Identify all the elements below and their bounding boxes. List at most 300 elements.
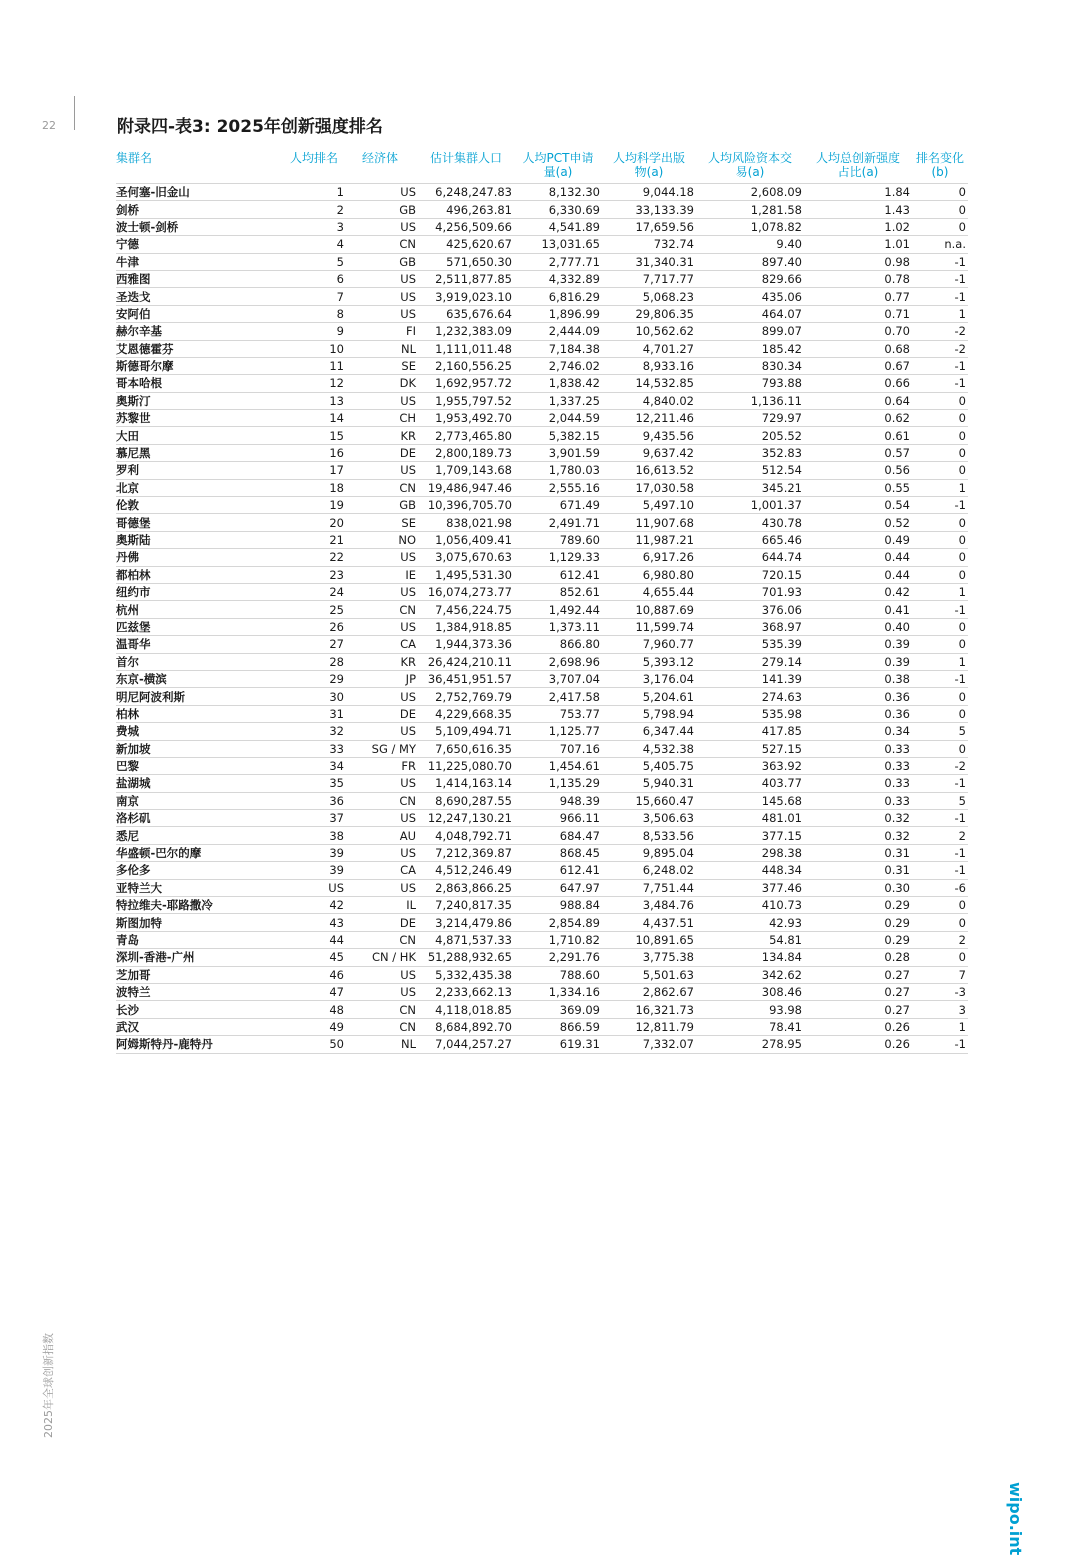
cell-intensity-share: 1.02 [804,218,912,235]
table-row [116,410,968,427]
cell-venture-capital: 644.74 [696,549,804,566]
cell-economy: FR [346,757,418,774]
cell-venture-capital: 830.34 [696,357,804,374]
cell-rank: 43 [276,914,346,931]
cell-venture-capital: 93.98 [696,1001,804,1018]
cell-publications: 3,775.38 [602,949,696,966]
cell-pct: 1,454.61 [514,757,602,774]
cell-venture-capital: 535.98 [696,705,804,722]
cell-publications: 10,562.62 [602,323,696,340]
cell-pct: 684.47 [514,827,602,844]
cell-publications: 31,340.31 [602,253,696,270]
cell-rank: 24 [276,583,346,600]
cell-rank-change: 5 [912,723,968,740]
cell-population: 635,676.64 [418,305,514,322]
cell-rank-change: -1 [912,375,968,392]
cell-intensity-share: 0.52 [804,514,912,531]
cell-rank: 31 [276,705,346,722]
cell-publications: 10,887.69 [602,601,696,618]
cell-rank-change: -2 [912,340,968,357]
cell-rank: 42 [276,897,346,914]
cell-pct: 966.11 [514,810,602,827]
cell-pct: 1,337.25 [514,392,602,409]
cell-venture-capital: 42.93 [696,914,804,931]
cell-cluster: 亚特兰大 [116,879,276,896]
cell-rank-change: 1 [912,1018,968,1035]
cell-rank-change: 1 [912,583,968,600]
cell-rank: 4 [276,236,346,253]
cell-pct: 1,710.82 [514,931,602,948]
cell-rank-change: 0 [912,514,968,531]
cell-cluster: 哥德堡 [116,514,276,531]
cell-intensity-share: 0.36 [804,705,912,722]
cell-intensity-share: 0.71 [804,305,912,322]
cell-venture-capital: 512.54 [696,462,804,479]
cell-population: 2,863,866.25 [418,879,514,896]
cell-cluster: 新加坡 [116,740,276,757]
cell-economy: US [346,983,418,1000]
cell-publications: 7,717.77 [602,270,696,287]
cell-pct: 1,780.03 [514,462,602,479]
cell-publications: 4,655.44 [602,583,696,600]
cell-cluster: 特拉维夫-耶路撒冷 [116,897,276,914]
cell-rank-change: 0 [912,740,968,757]
cell-cluster: 宁德 [116,236,276,253]
cell-pct: 2,777.71 [514,253,602,270]
cell-rank: 1 [276,184,346,201]
cell-pct: 612.41 [514,862,602,879]
cell-publications: 9,895.04 [602,844,696,861]
cell-intensity-share: 0.27 [804,1001,912,1018]
cell-intensity-share: 0.98 [804,253,912,270]
cell-rank-change: 0 [912,410,968,427]
header-intensity-share: 人均总创新强度 占比(a) [815,151,900,179]
cell-rank: 27 [276,636,346,653]
cell-rank-change: -1 [912,670,968,687]
cell-publications: 15,660.47 [602,792,696,809]
cell-publications: 9,637.42 [602,444,696,461]
cell-intensity-share: 0.33 [804,740,912,757]
cell-rank-change: 0 [912,444,968,461]
cell-economy: CN / HK [346,949,418,966]
cell-cluster: 罗利 [116,462,276,479]
cell-population: 4,871,537.33 [418,931,514,948]
cell-venture-capital: 278.95 [696,1036,804,1053]
cell-rank: 33 [276,740,346,757]
cell-rank-change: 0 [912,688,968,705]
cell-population: 8,690,287.55 [418,792,514,809]
cell-population: 8,684,892.70 [418,1018,514,1035]
cell-rank-change: 2 [912,931,968,948]
cell-population: 425,620.67 [418,236,514,253]
cell-population: 3,075,670.63 [418,549,514,566]
cell-intensity-share: 0.61 [804,427,912,444]
cell-rank-change: 0 [912,201,968,218]
cell-pct: 7,184.38 [514,340,602,357]
cell-cluster: 剑桥 [116,201,276,218]
table-row [116,1001,968,1018]
table-row [116,601,968,618]
cell-publications: 5,068.23 [602,288,696,305]
table-row [116,375,968,392]
cell-population: 51,288,932.65 [418,949,514,966]
cell-cluster: 南京 [116,792,276,809]
cell-publications: 7,751.44 [602,879,696,896]
cell-rank-change: 0 [912,949,968,966]
cell-venture-capital: 376.06 [696,601,804,618]
cell-population: 838,021.98 [418,514,514,531]
cell-venture-capital: 430.78 [696,514,804,531]
cell-population: 1,955,797.52 [418,392,514,409]
cell-intensity-share: 0.54 [804,497,912,514]
cell-pct: 2,746.02 [514,357,602,374]
cell-population: 571,650.30 [418,253,514,270]
cell-publications: 5,497.10 [602,497,696,514]
cell-rank-change: 0 [912,914,968,931]
cell-economy: DE [346,914,418,931]
cell-economy: CA [346,862,418,879]
cell-economy: US [346,270,418,287]
cell-economy: CN [346,792,418,809]
cell-cluster: 武汉 [116,1018,276,1035]
cell-pct: 1,896.99 [514,305,602,322]
cell-cluster: 长沙 [116,1001,276,1018]
cell-cluster: 斯德哥尔摩 [116,357,276,374]
cell-rank: 2 [276,201,346,218]
cell-economy: IL [346,897,418,914]
cell-venture-capital: 377.46 [696,879,804,896]
table-row [116,827,968,844]
cell-intensity-share: 1.01 [804,236,912,253]
cell-publications: 3,176.04 [602,670,696,687]
cell-pct: 788.60 [514,966,602,983]
cell-publications: 6,347.44 [602,723,696,740]
table-row [116,688,968,705]
table-row [116,618,968,635]
cell-cluster: 艾恩德霍芬 [116,340,276,357]
cell-intensity-share: 0.62 [804,410,912,427]
cell-intensity-share: 0.33 [804,792,912,809]
table-row [116,357,968,374]
cell-intensity-share: 0.34 [804,723,912,740]
table-row [116,983,968,1000]
cell-venture-capital: 1,001.37 [696,497,804,514]
cell-publications: 732.74 [602,236,696,253]
cell-pct: 4,332.89 [514,270,602,287]
cell-venture-capital: 701.93 [696,583,804,600]
cell-publications: 6,248.02 [602,862,696,879]
cell-publications: 3,506.63 [602,810,696,827]
cell-venture-capital: 527.15 [696,740,804,757]
cell-population: 5,109,494.71 [418,723,514,740]
cell-venture-capital: 145.68 [696,792,804,809]
cell-rank-change: 0 [912,392,968,409]
table-row [116,757,968,774]
cell-cluster: 哥本哈根 [116,375,276,392]
cell-rank: 23 [276,566,346,583]
table-row [116,879,968,896]
cell-rank: 7 [276,288,346,305]
table-row [116,218,968,235]
cell-venture-capital: 308.46 [696,983,804,1000]
table-row [116,549,968,566]
cell-population: 4,256,509.66 [418,218,514,235]
header-economy: 经济体 [362,151,399,165]
table-row [116,288,968,305]
header-divider [74,96,75,130]
cell-cluster: 盐湖城 [116,775,276,792]
cell-intensity-share: 0.42 [804,583,912,600]
cell-venture-capital: 298.38 [696,844,804,861]
cell-venture-capital: 377.15 [696,827,804,844]
cell-pct: 2,417.58 [514,688,602,705]
cell-publications: 5,405.75 [602,757,696,774]
cell-cluster: 明尼阿波利斯 [116,688,276,705]
cell-publications: 4,840.02 [602,392,696,409]
cell-pct: 8,132.30 [514,184,602,201]
cell-economy: KR [346,653,418,670]
cell-publications: 8,533.56 [602,827,696,844]
cell-rank-change: 0 [912,566,968,583]
wipo-link[interactable]: wipo.int [1006,1482,1025,1555]
header-population: 估计集群人口 [429,151,502,165]
cell-pct: 2,555.16 [514,479,602,496]
cell-rank: 15 [276,427,346,444]
cell-rank: 26 [276,618,346,635]
cell-pct: 868.45 [514,844,602,861]
table-row [116,444,968,461]
cell-rank: 19 [276,497,346,514]
cell-publications: 12,811.79 [602,1018,696,1035]
cell-economy: CN [346,479,418,496]
cell-economy: CN [346,601,418,618]
cell-pct: 2,291.76 [514,949,602,966]
cell-population: 4,048,792.71 [418,827,514,844]
table-row [116,479,968,496]
cell-rank-change: -6 [912,879,968,896]
cell-economy: GB [346,497,418,514]
cell-publications: 14,532.85 [602,375,696,392]
cell-rank-change: -1 [912,810,968,827]
cell-rank: 34 [276,757,346,774]
table-row [116,236,968,253]
cell-pct: 1,135.29 [514,775,602,792]
cell-rank-change: -1 [912,357,968,374]
table-row [116,653,968,670]
table-row [116,514,968,531]
cell-economy: DE [346,444,418,461]
cell-population: 1,692,957.72 [418,375,514,392]
cell-intensity-share: 0.39 [804,636,912,653]
cell-rank: 25 [276,601,346,618]
cell-venture-capital: 417.85 [696,723,804,740]
cell-economy: JP [346,670,418,687]
cell-cluster: 柏林 [116,705,276,722]
cell-venture-capital: 435.06 [696,288,804,305]
cell-intensity-share: 0.57 [804,444,912,461]
cell-publications: 9,044.18 [602,184,696,201]
table-row [116,323,968,340]
header-publications: 人均科学出版 物(a) [612,151,685,179]
cell-venture-capital: 1,281.58 [696,201,804,218]
cell-economy: US [346,844,418,861]
table-row [116,531,968,548]
cell-intensity-share: 0.78 [804,270,912,287]
table-row [116,949,968,966]
cell-economy: CN [346,236,418,253]
cell-rank: 12 [276,375,346,392]
cell-venture-capital: 134.84 [696,949,804,966]
cell-rank-change: 7 [912,966,968,983]
cell-cluster: 多伦多 [116,862,276,879]
cell-venture-capital: 274.63 [696,688,804,705]
cell-population: 2,511,877.85 [418,270,514,287]
cell-rank: 30 [276,688,346,705]
cell-publications: 5,798.94 [602,705,696,722]
cell-pct: 4,541.89 [514,218,602,235]
cell-intensity-share: 0.36 [804,688,912,705]
cell-publications: 5,501.63 [602,966,696,983]
cell-publications: 10,891.65 [602,931,696,948]
cell-rank: 10 [276,340,346,357]
cell-rank-change: 0 [912,218,968,235]
cell-rank-change: 0 [912,462,968,479]
cell-cluster: 华盛顿-巴尔的摩 [116,844,276,861]
cell-population: 11,225,080.70 [418,757,514,774]
cell-rank: 36 [276,792,346,809]
cell-publications: 33,133.39 [602,201,696,218]
cell-publications: 11,987.21 [602,531,696,548]
cell-economy: US [346,549,418,566]
cell-pct: 1,334.16 [514,983,602,1000]
cell-publications: 3,484.76 [602,897,696,914]
cell-pct: 753.77 [514,705,602,722]
cell-rank-change: -2 [912,757,968,774]
cell-intensity-share: 1.43 [804,201,912,218]
cell-population: 6,248,247.83 [418,184,514,201]
table-row [116,705,968,722]
cell-rank: 5 [276,253,346,270]
cell-cluster: 纽约市 [116,583,276,600]
cell-intensity-share: 0.40 [804,618,912,635]
cell-economy: US [346,618,418,635]
cell-publications: 9,435.56 [602,427,696,444]
page-title: 附录四-表3: 2025年创新强度排名 [117,117,383,137]
table-row [116,914,968,931]
cell-venture-capital: 352.83 [696,444,804,461]
cell-publications: 4,701.27 [602,340,696,357]
cell-publications: 11,599.74 [602,618,696,635]
table-row [116,340,968,357]
cell-population: 7,044,257.27 [418,1036,514,1053]
table-row [116,636,968,653]
table-row [116,966,968,983]
cell-intensity-share: 0.39 [804,653,912,670]
cell-population: 496,263.81 [418,201,514,218]
cell-publications: 5,940.31 [602,775,696,792]
cell-economy: NL [346,340,418,357]
cell-venture-capital: 1,136.11 [696,392,804,409]
cell-pct: 2,698.96 [514,653,602,670]
cell-rank: US [276,879,346,896]
cell-intensity-share: 0.55 [804,479,912,496]
cell-population: 2,800,189.73 [418,444,514,461]
table-row [116,583,968,600]
cell-economy: US [346,688,418,705]
cell-venture-capital: 793.88 [696,375,804,392]
cell-venture-capital: 2,608.09 [696,184,804,201]
cell-intensity-share: 0.68 [804,340,912,357]
cell-cluster: 圣何塞-旧金山 [116,184,276,201]
cell-economy: US [346,966,418,983]
cell-publications: 16,321.73 [602,1001,696,1018]
cell-rank: 11 [276,357,346,374]
cell-intensity-share: 0.38 [804,670,912,687]
cell-economy: SG / MY [346,740,418,757]
cell-pct: 1,129.33 [514,549,602,566]
cell-population: 1,232,383.09 [418,323,514,340]
cell-rank: 20 [276,514,346,531]
cell-economy: NL [346,1036,418,1053]
cell-pct: 866.80 [514,636,602,653]
cell-cluster: 安阿伯 [116,305,276,322]
cell-population: 1,111,011.48 [418,340,514,357]
cell-cluster: 波特兰 [116,983,276,1000]
cell-venture-capital: 363.92 [696,757,804,774]
cell-population: 4,118,018.85 [418,1001,514,1018]
table-row [116,184,968,201]
cell-economy: US [346,810,418,827]
cell-economy: AU [346,827,418,844]
report-side-title: 2025年全球创新指数 [42,1333,55,1438]
cell-economy: GB [346,201,418,218]
cell-population: 7,456,224.75 [418,601,514,618]
cell-rank-change: 1 [912,305,968,322]
cell-pct: 948.39 [514,792,602,809]
cell-pct: 647.97 [514,879,602,896]
cell-pct: 671.49 [514,497,602,514]
cell-publications: 2,862.67 [602,983,696,1000]
cell-rank: 32 [276,723,346,740]
cell-rank: 44 [276,931,346,948]
cell-intensity-share: 0.56 [804,462,912,479]
cell-population: 4,512,246.49 [418,862,514,879]
cell-intensity-share: 0.32 [804,810,912,827]
cell-cluster: 波士顿-剑桥 [116,218,276,235]
cell-cluster: 圣迭戈 [116,288,276,305]
cell-population: 3,214,479.86 [418,914,514,931]
cell-pct: 852.61 [514,583,602,600]
cell-pct: 5,382.15 [514,427,602,444]
cell-economy: US [346,218,418,235]
cell-population: 4,229,668.35 [418,705,514,722]
cell-intensity-share: 0.67 [804,357,912,374]
cell-pct: 2,491.71 [514,514,602,531]
cell-rank-change: -1 [912,288,968,305]
cell-population: 12,247,130.21 [418,810,514,827]
cell-economy: SE [346,357,418,374]
cell-publications: 7,960.77 [602,636,696,653]
cell-population: 1,709,143.68 [418,462,514,479]
cell-rank-change: 0 [912,705,968,722]
cell-rank: 35 [276,775,346,792]
cell-intensity-share: 1.84 [804,184,912,201]
cell-rank: 46 [276,966,346,983]
cell-publications: 29,806.35 [602,305,696,322]
cell-pct: 1,373.11 [514,618,602,635]
cell-intensity-share: 0.31 [804,862,912,879]
cell-cluster: 温哥华 [116,636,276,653]
